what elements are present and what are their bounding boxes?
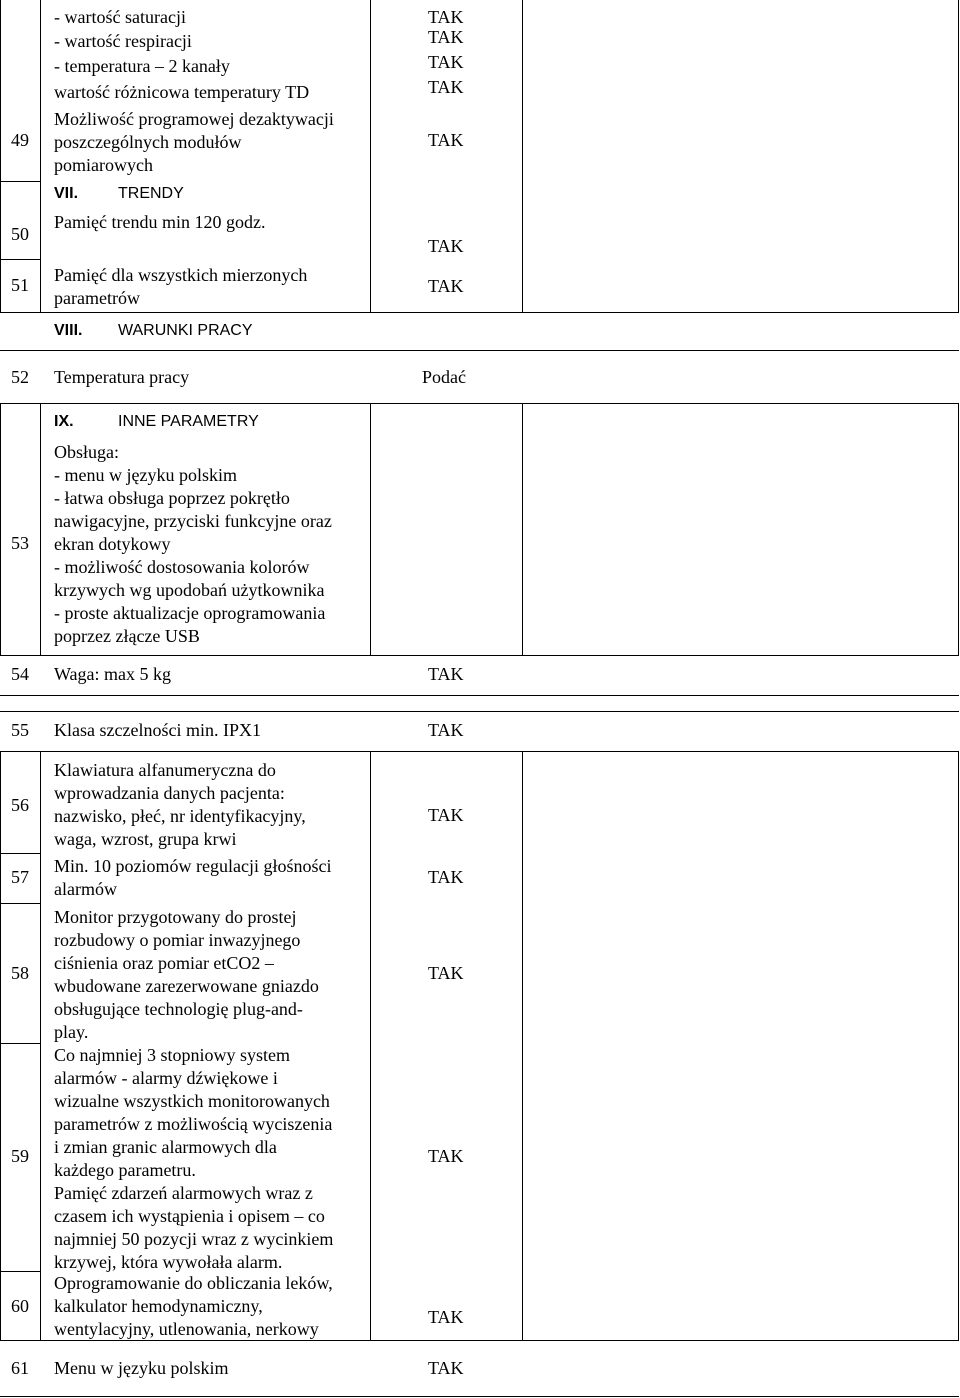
spec-text: Klawiatura alfanumeryczna do wprowadzania danych pacjenta: nazwisko, płeć, nr identyfikacyjny, waga, wzrost, grupa krwi (54, 760, 306, 849)
row-number: 55 (11, 720, 29, 740)
answer-tak: TAK (428, 1307, 464, 1327)
answer-tak: TAK (428, 867, 464, 887)
row-number: 61 (11, 1358, 29, 1378)
answer-tak: TAK (428, 276, 464, 296)
answer-tak: TAK (428, 664, 464, 684)
spec-line: - wartość saturacji (54, 7, 186, 27)
spec-text: Pamięć trendu min 120 godz. (54, 212, 266, 232)
spec-text: Co najmniej 3 stopniowy system alarmów - alarmy dźwiękowe i wizualne wszystkich monitorowanych parametrów z możliwością wyciszenia i zmian granic alarmowych dla każdego parametru. Pamięć zdarzeń alarmowych wraz z czasem ich wystąpienia i opisem – co najmniej 50 pozycji wraz z wycinkiem krzywej, która wywołała alarm. (54, 1045, 334, 1272)
row-number: 49 (11, 130, 29, 150)
spec-text: Temperatura pracy (54, 367, 190, 387)
answer-tak: TAK (428, 720, 464, 740)
section-title: TRENDY (118, 185, 184, 202)
section-roman: VIII. (54, 322, 83, 339)
row-number: 57 (11, 867, 29, 887)
spec-line: - wartość respiracji (54, 31, 192, 51)
spec-text: Monitor przygotowany do prostej rozbudowy o pomiar inwazyjnego ciśnienia oraz pomiar etCO2 – wbudowane zarezerwowane gniazdo obsługujące technologię plug-and- play. (54, 907, 319, 1042)
row-number: 58 (11, 963, 29, 983)
section-roman: VII. (54, 185, 79, 202)
answer-tak: TAK (428, 27, 464, 47)
row-number: 54 (11, 664, 29, 684)
answer-value: Podać (422, 367, 466, 387)
spec-text: Klasa szczelności min. IPX1 (54, 720, 261, 740)
row-number: 59 (11, 1146, 29, 1166)
section-title: INNE PARAMETRY (118, 413, 259, 430)
answer-tak: TAK (428, 52, 464, 72)
row-number: 53 (11, 533, 29, 553)
answer-tak: TAK (428, 1358, 464, 1378)
spec-text: Menu w języku polskim (54, 1358, 229, 1378)
spec-text: Obsługa: - menu w języku polskim - łatwa obsługa poprzez pokrętło nawigacyjne, przyciski funkcyjne oraz ekran dotykowy - możliwość dostosowania kolorów krzywych wg upodobań użytkownika - proste aktualizacje oprogramowania poprzez złącze USB (54, 442, 332, 646)
row-number: 60 (11, 1296, 29, 1316)
section-roman: IX. (54, 413, 74, 430)
answer-tak: TAK (428, 963, 464, 983)
row-number: 52 (11, 367, 29, 387)
answer-tak: TAK (428, 7, 464, 27)
spec-text: Pamięć dla wszystkich mierzonych parametrów (54, 265, 308, 308)
answer-tak: TAK (428, 77, 464, 97)
spec-text: Możliwość programowej dezaktywacji poszczególnych modułów pomiarowych (54, 109, 334, 175)
row-number: 50 (11, 224, 29, 244)
spec-text: Oprogramowanie do obliczania leków, kalkulator hemodynamiczny, wentylacyjny, utlenowania, nerkowy (54, 1273, 333, 1339)
answer-tak: TAK (428, 236, 464, 256)
row-number: 56 (11, 795, 29, 815)
spec-line: - temperatura – 2 kanały (54, 56, 230, 76)
row-number: 51 (11, 275, 29, 295)
section-title: WARUNKI PRACY (118, 322, 253, 339)
answer-tak: TAK (428, 130, 464, 150)
spec-text: Min. 10 poziomów regulacji głośności alarmów (54, 856, 332, 899)
spec-text: Waga: max 5 kg (54, 664, 172, 684)
answer-tak: TAK (428, 805, 464, 825)
spec-line: wartość różnicowa temperatury TD (54, 82, 310, 102)
answer-tak: TAK (428, 1146, 464, 1166)
